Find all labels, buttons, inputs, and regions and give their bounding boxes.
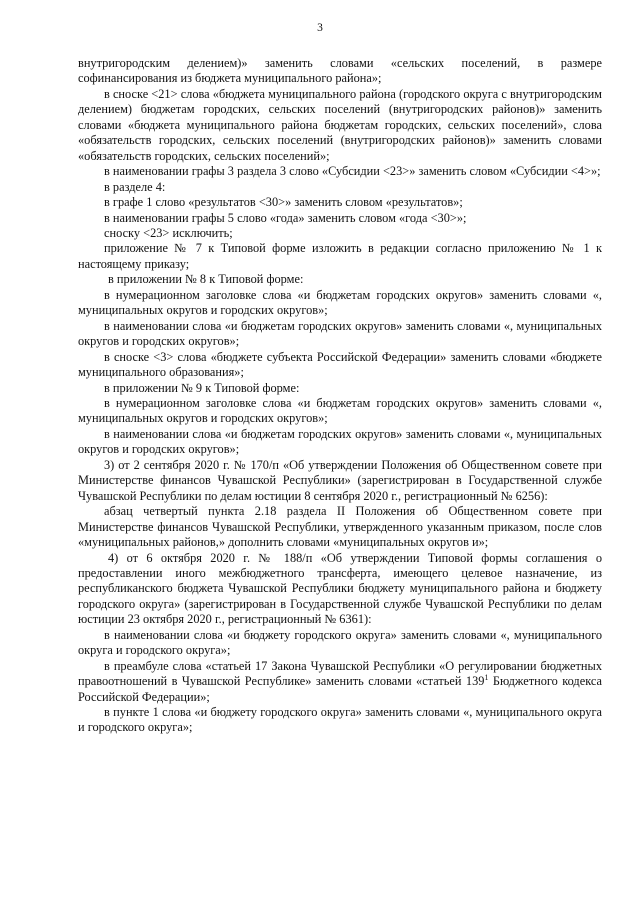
paragraph: в графе 1 слово «результатов <30>» заменить словом «результатов»; (104, 195, 463, 210)
paragraph: в сноске <3> слова «бюджете субъекта Российской Федерации» заменить словами «бюджете муниципального образования»; (78, 349, 602, 380)
paragraph-text: в преамбуле слова «статьей 17 Закона Чувашской Республики «О регулировании бюджетных правоотношений в Чувашской Республике» заменить словами «статьей 139 (78, 658, 602, 689)
paragraph: в наименовании графы 3 раздела 3 слово «Субсидии <23>» заменить словом «Субсидии <4>»; (104, 164, 601, 179)
paragraph: в нумерационном заголовке слова «и бюджетам городских округов» заменить словами «, муниципальных округов и городских округов»; (78, 287, 602, 318)
paragraph (78, 659, 602, 705)
paragraph: сноску <23> исключить; (104, 225, 233, 240)
footnote-mark: 1 (484, 673, 489, 683)
paragraph: внутригородским делением)» заменить словами «сельских поселений, в размере софинансирования из бюджета муниципального района»; (78, 56, 602, 86)
paragraph: 4) от 6 октября 2020 г. № 188/п «Об утверждении Типовой формы соглашения о предоставлении иного межбюджетного трансферта, имеющего целевое назначение, из республиканского бюджета Чувашской Республики бюджету муниципального района и бюджету городского округа» (зарегистрирован в Государственной службе Чувашской Республики по делам юстиции 23 октября 2020 г., регистрационный № 6361): (78, 550, 602, 627)
paragraph: в наименовании слова «и бюджетам городских округов» заменить словами «, муниципальных округов и городских округов»; (78, 426, 602, 457)
paragraph: в приложении № 9 к Типовой форме: (104, 380, 300, 395)
paragraph: в наименовании слова «и бюджетам городских округов» заменить словами «, муниципальных округов и городских округов»; (78, 318, 602, 349)
paragraph-text-tail: Бюджетного кодекса Российской Федерации»; (78, 674, 602, 704)
paragraph: абзац четвертый пункта 2.18 раздела II Положения об Общественном совете при Министерстве финансов Чувашской Республики, утвержденного указанным приказом, после слов «муниципальных районов,» дополнить словами «муниципальных округов и»; (78, 504, 602, 550)
paragraph: в нумерационном заголовке слова «и бюджетам городских округов» заменить словами «, муниципальных округов и городских округов»; (78, 395, 602, 426)
paragraph: в приложении № 8 к Типовой форме: (108, 272, 304, 287)
paragraph: приложение № 7 к Типовой форме изложить в редакции согласно приложению № 1 к настоящему приказу; (78, 241, 602, 271)
page-number: 3 (317, 22, 323, 34)
paragraph: в наименовании графы 5 слово «года» заменить словом «года <30>»; (104, 210, 467, 225)
paragraph: в разделе 4: (104, 179, 166, 194)
document-body (78, 56, 602, 736)
paragraph: 3) от 2 сентября 2020 г. № 170/п «Об утверждении Положения об Общественном совете при Министерстве финансов Чувашской Республики» (зарегистрирован в Государственной службе Чувашской Республики по делам юстиции 8 сентября 2020 г., регистрационный № 6256): (78, 457, 602, 503)
paragraph: в сноске <21> слова «бюджета муниципального района (городского округа с внутригородским делением) бюджетам городских, сельских поселений (внутригородских районов)» заменить словами «бюджета муниципального района бюджетам городских, сельских поселений», слова «обязательств городских, сельских поселений (внутригородских районов)» заменить словами «обязательств городских, сельских поселений»; (78, 86, 602, 163)
paragraph: в наименовании слова «и бюджету городского округа» заменить словами «, муниципального округа и городского округа»; (78, 627, 602, 658)
paragraph: в пункте 1 слова «и бюджету городского округа» заменить словами «, муниципального округа и городского округа»; (78, 705, 602, 735)
